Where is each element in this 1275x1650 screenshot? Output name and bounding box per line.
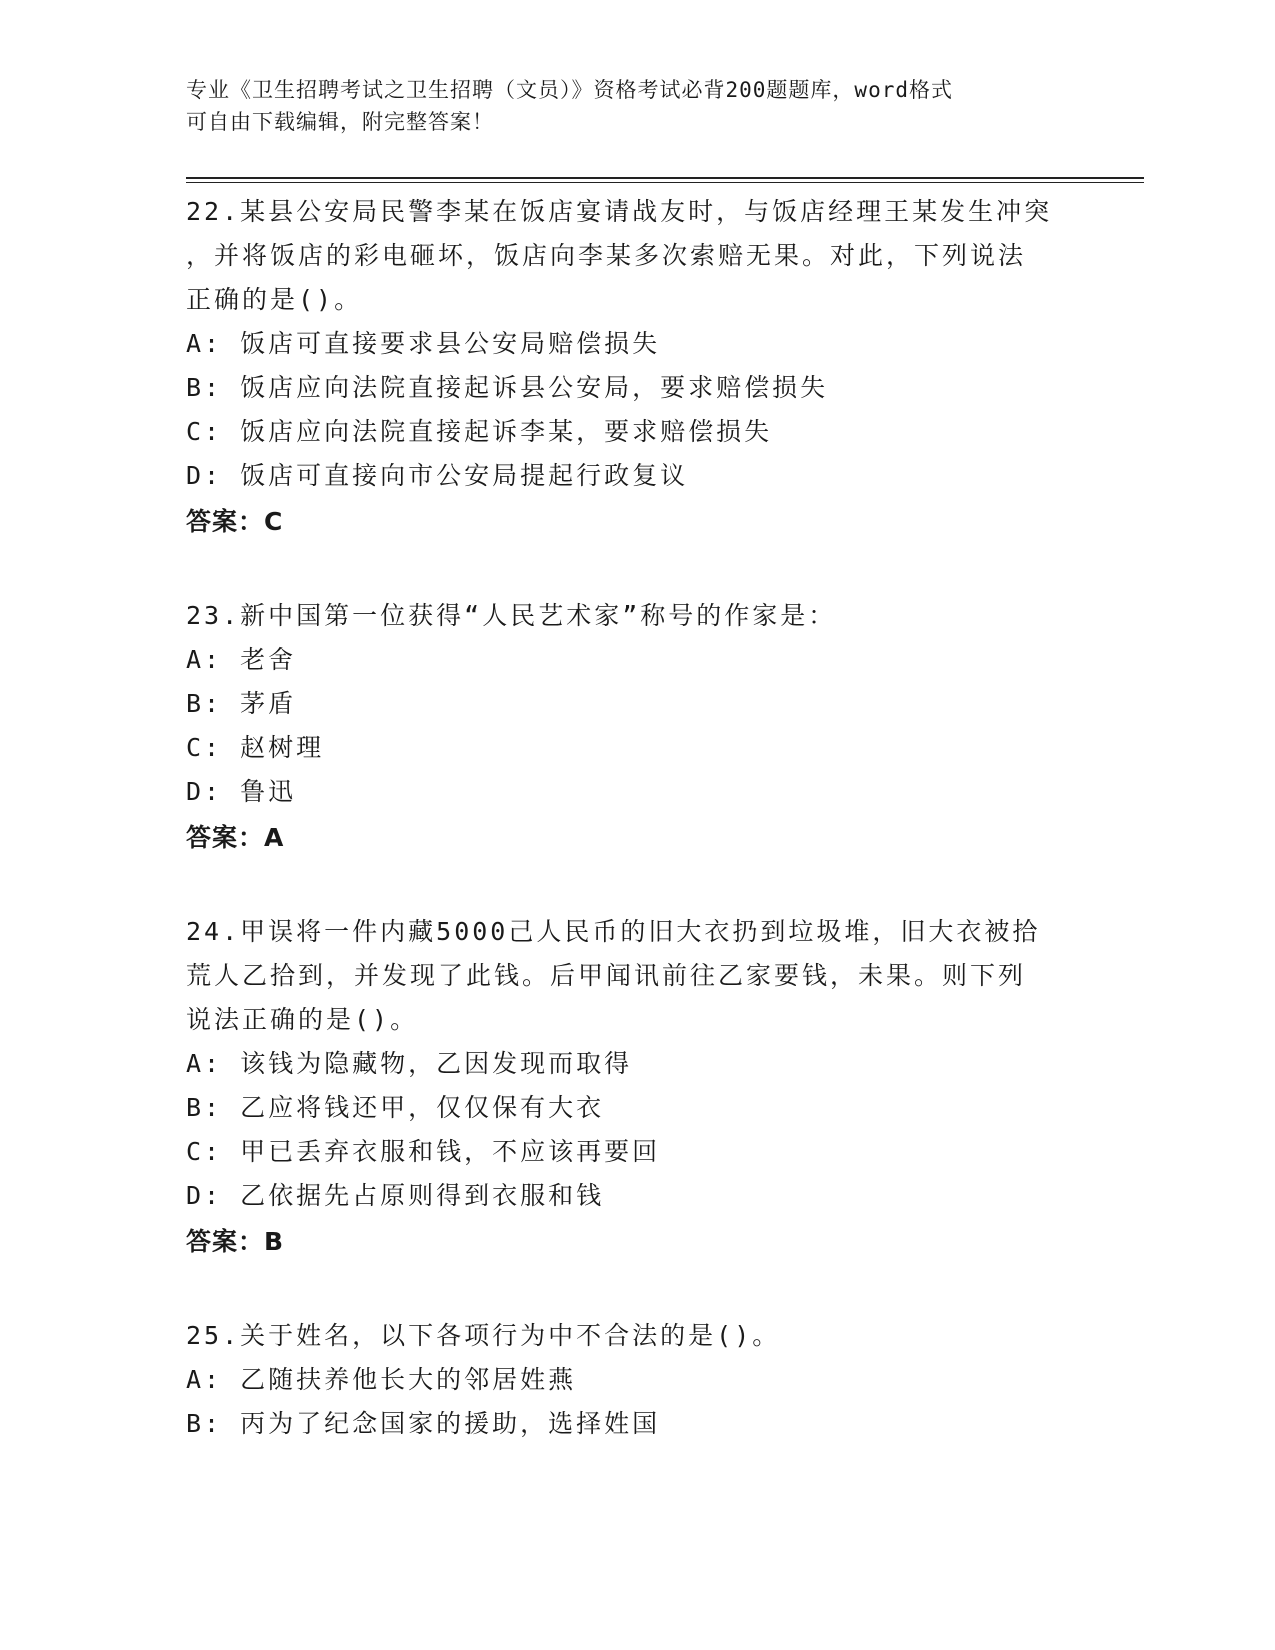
header-divider-thin — [186, 182, 1144, 183]
option-d: D: 乙依据先占原则得到衣服和钱 — [186, 1181, 605, 1210]
question-text-line: 说法正确的是()。 — [186, 1005, 419, 1034]
option-b: B: 茅盾 — [186, 689, 297, 718]
question-23 — [186, 594, 1086, 860]
question-text-line: 23.新中国第一位获得“人民艺术家”称号的作家是： — [186, 601, 837, 630]
question-text-line: 正确的是()。 — [186, 285, 363, 314]
option-a: A: 乙随扶养他长大的邻居姓燕 — [186, 1365, 577, 1394]
document-header — [186, 74, 1086, 138]
answer-line: 答案：A — [186, 823, 285, 852]
option-d: D: 鲁迅 — [186, 777, 297, 806]
header-line-1: 专业《卫生招聘考试之卫生招聘（文员）》资格考试必背200题题库，word格式 — [186, 78, 953, 102]
question-22 — [186, 190, 1086, 544]
option-b: B: 乙应将钱还甲，仅仅保有大衣 — [186, 1093, 605, 1122]
option-c: C: 赵树理 — [186, 733, 325, 762]
question-text-line: 22.某县公安局民警李某在饭店宴请战友时，与饭店经理王某发生冲突 — [186, 197, 1053, 226]
header-line-2: 可自由下载编辑，附完整答案！ — [186, 110, 494, 134]
question-text-line: 25.关于姓名，以下各项行为中不合法的是()。 — [186, 1321, 781, 1350]
question-list — [186, 190, 1086, 1446]
option-a: A: 该钱为隐藏物，乙因发现而取得 — [186, 1049, 633, 1078]
header-divider — [186, 177, 1144, 179]
option-c: C: 饭店应向法院直接起诉李某，要求赔偿损失 — [186, 417, 773, 446]
question-25 — [186, 1314, 1086, 1446]
answer-line: 答案：C — [186, 507, 284, 536]
option-b: B: 饭店应向法院直接起诉县公安局，要求赔偿损失 — [186, 373, 829, 402]
option-b: B: 丙为了纪念国家的援助，选择姓国 — [186, 1409, 661, 1438]
option-a: A: 饭店可直接要求县公安局赔偿损失 — [186, 329, 661, 358]
question-text-line: 荒人乙拾到，并发现了此钱。后甲闻讯前往乙家要钱，未果。则下列 — [186, 961, 1027, 990]
option-c: C: 甲已丢弃衣服和钱，不应该再要回 — [186, 1137, 661, 1166]
answer-line: 答案：B — [186, 1227, 285, 1256]
option-a: A: 老舍 — [186, 645, 297, 674]
question-text-line: 24.甲误将一件内藏5000己人民币的旧大衣扔到垃圾堆，旧大衣被拾 — [186, 917, 1041, 946]
option-d: D: 饭店可直接向市公安局提起行政复议 — [186, 461, 689, 490]
question-text-line: ，并将饭店的彩电砸坏，饭店向李某多次索赔无果。对此，下列说法 — [186, 241, 1027, 270]
question-24 — [186, 910, 1086, 1264]
